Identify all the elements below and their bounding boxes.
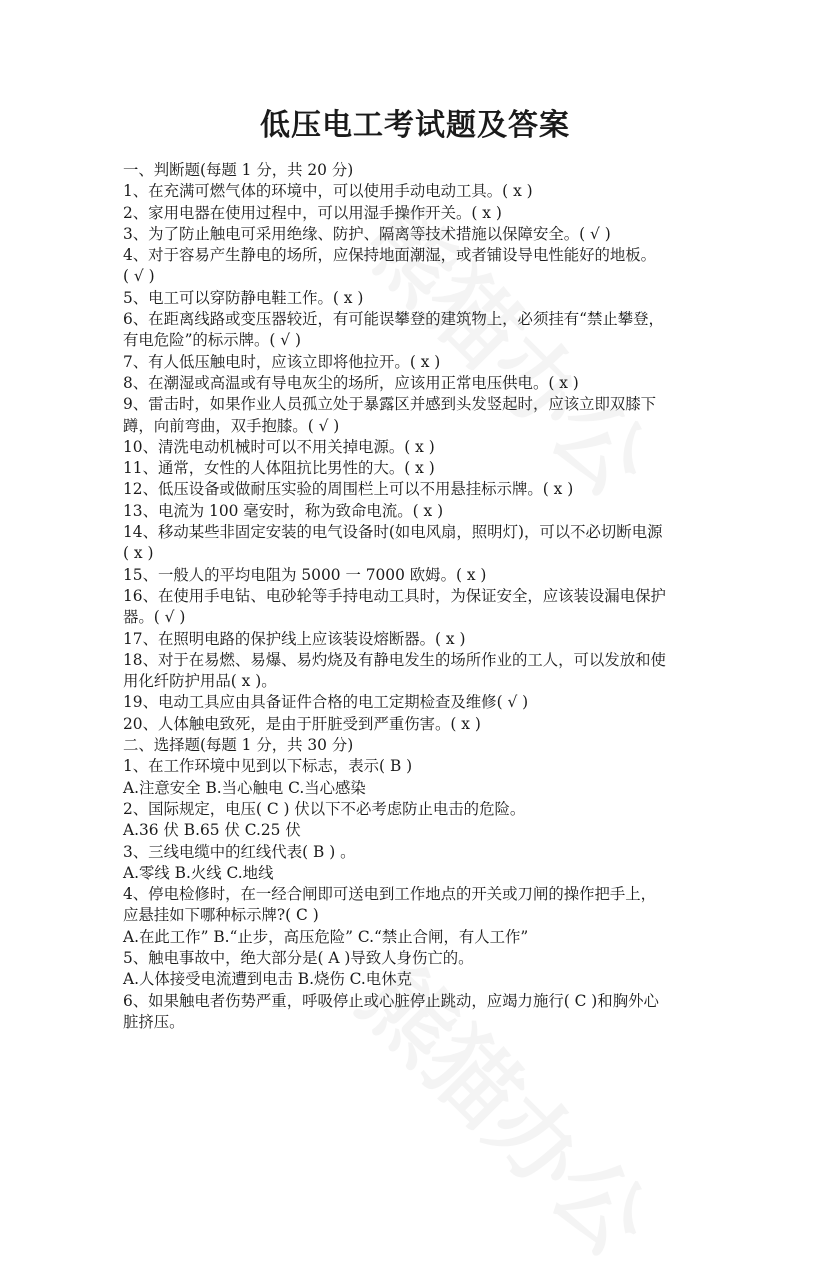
question-line: ( √ ) xyxy=(123,267,155,286)
question-line: ( x ) xyxy=(123,544,154,563)
question-line: 11、通常，女性的人体阻抗比男性的大。( x ) xyxy=(123,459,435,478)
question-line: 2、国际规定，电压( C ) 伏以下不必考虑防止电击的危险。 xyxy=(123,799,526,818)
question-line: 蹲，向前弯曲，双手抱膝。( √ ) xyxy=(123,416,340,435)
question-line: 1、在工作环境中见到以下标志，表示( B ) xyxy=(123,757,413,776)
question-line: 3、三线电缆中的红线代表( B ) 。 xyxy=(123,842,356,861)
question-line: 16、在使用手电钻、电砂轮等手持电动工具时，为保证安全，应该装设漏电保护 xyxy=(123,586,666,605)
question-line: 5、电工可以穿防静电鞋工作。( x ) xyxy=(123,288,364,307)
option-line: A.在此工作” B.“止步，高压危险” C.“禁止合闸，有人工作” xyxy=(123,927,529,946)
question-line: 18、对于在易燃、易爆、易灼烧及有静电发生的场所作业的工人，可以发放和使 xyxy=(123,650,666,669)
question-line: 脏挤压。 xyxy=(123,1012,185,1031)
question-line: 5、触电事故中，绝大部分是( A )导致人身伤亡的。 xyxy=(123,948,474,967)
option-line: A.零线 B.火线 C.地线 xyxy=(123,863,274,882)
question-line: 6、如果触电者伤势严重，呼吸停止或心脏停止跳动，应竭力施行( C )和胸外心 xyxy=(123,991,659,1010)
question-line: 有电危险”的标示牌。( √ ) xyxy=(123,331,301,350)
question-line: 应悬挂如下哪种标示牌?( C ) xyxy=(123,906,319,925)
question-line: 7、有人低压触电时，应该立即将他拉开。( x ) xyxy=(123,352,441,371)
question-line: 17、在照明电路的保护线上应该装设熔断器。( x ) xyxy=(123,629,466,648)
question-line: 12、低压设备或做耐压实验的周围栏上可以不用悬挂标示牌。( x ) xyxy=(123,480,574,499)
question-line: 14、移动某些非固定安装的电气设备时(如电风扇，照明灯)，可以不必切断电源 xyxy=(123,523,663,542)
question-line: 用化纤防护用品( x )。 xyxy=(123,672,277,691)
option-line: A.人体接受电流遭到电击 B.烧伤 C.电休克 xyxy=(123,970,412,989)
option-line: A.36 伏 B.65 伏 C.25 伏 xyxy=(123,821,301,840)
option-line: A.注意安全 B.当心触电 C.当心感染 xyxy=(123,778,366,797)
question-line: 10、清洗电动机械时可以不用关掉电源。( x ) xyxy=(123,437,435,456)
section-heading-choice: 二、选择题(每题 1 分，共 30 分) xyxy=(123,736,354,755)
question-line: 4、停电检修时，在一经合闸即可送电到工作地点的开关或刀闸的操作把手上， xyxy=(123,885,657,904)
question-line: 9、雷击时，如果作业人员孤立处于暴露区并感到头发竖起时，应该立即双膝下 xyxy=(123,395,657,414)
exam-content xyxy=(123,160,713,1033)
question-line: 8、在潮湿或高温或有导电灰尘的场所，应该用正常电压供电。( x ) xyxy=(123,373,579,392)
question-line: 2、家用电器在使用过程中，可以用湿手操作开关。( x ) xyxy=(123,203,502,222)
section-heading-judgement: 一、判断题(每题 1 分，共 20 分) xyxy=(123,161,354,179)
question-line: 15、一般人的平均电阻为 5000 一 7000 欧姆。( x ) xyxy=(123,565,487,584)
question-line: 4、对于容易产生静电的场所，应保持地面潮湿，或者铺设导电性能好的地板。 xyxy=(123,246,657,265)
question-line: 13、电流为 100 毫安时，称为致命电流。( x ) xyxy=(123,501,444,520)
question-line: 器。( √ ) xyxy=(123,608,186,627)
page-title: 低压电工考试题及答案 xyxy=(260,108,570,143)
question-line: 3、为了防止触电可采用绝缘、防护、隔离等技术措施以保障安全。( √ ) xyxy=(123,224,611,243)
question-line: 6、在距离线路或变压器较近，有可能误攀登的建筑物上，必须挂有“禁止攀登， xyxy=(123,310,664,329)
question-line: 19、电动工具应由具备证件合格的电工定期检查及维修( √ ) xyxy=(123,693,529,712)
question-line: 1、在充满可燃气体的环境中，可以使用手动电动工具。( x ) xyxy=(123,182,533,201)
question-line: 20、人体触电致死，是由于肝脏受到严重伤害。( x ) xyxy=(123,714,481,733)
